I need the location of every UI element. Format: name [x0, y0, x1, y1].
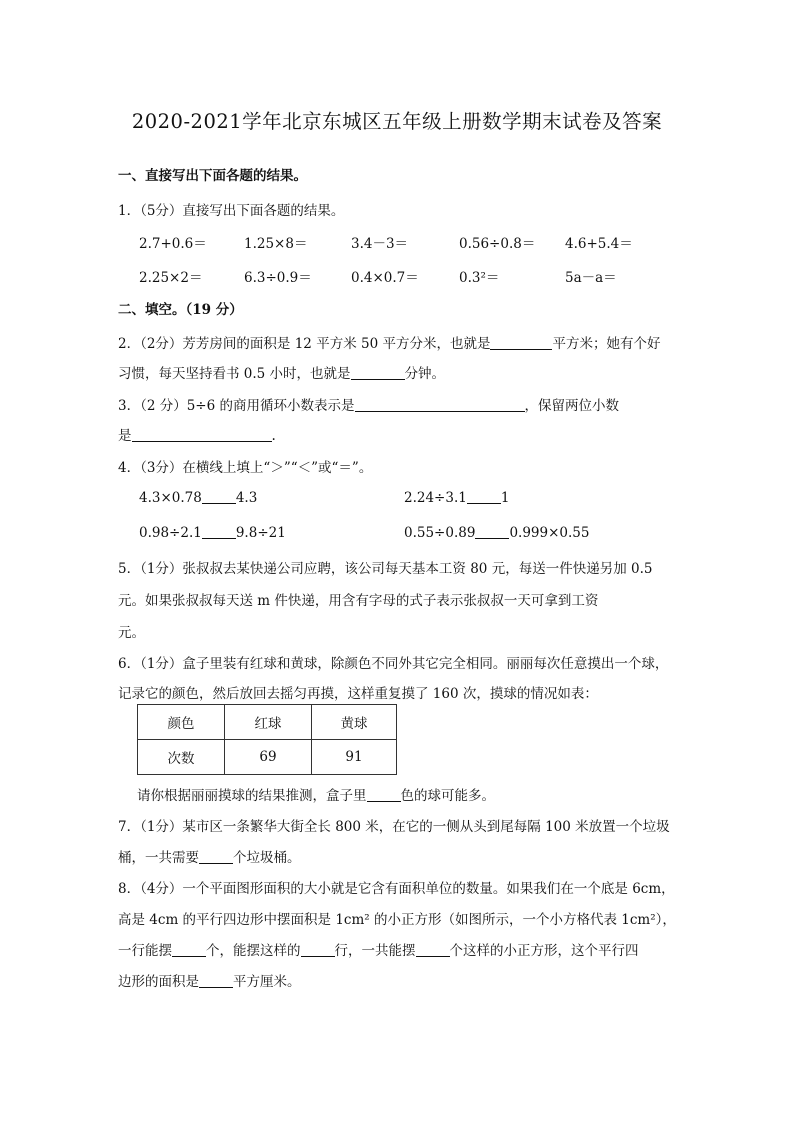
calc-item: 2.25×2＝ [139, 270, 203, 286]
question-2-line-1 [118, 332, 660, 352]
question-6-text: 色的球可能多。 [400, 788, 495, 804]
question-8-line-2: 高是 4cm 的平行四边形中摆面积是 1cm² 的小正方形（如图所示，一个小方格代表 1cm²）， [118, 912, 676, 928]
answer-blank[interactable] [351, 365, 405, 380]
question-8-text: 一行能摆 [118, 943, 172, 959]
calc-item: 0.56÷0.8＝ [459, 236, 536, 252]
question-4-prompt: 4．（3分）在横线上填上“＞”“＜”或“＝”。 [118, 460, 373, 476]
page-title: 2020-2021学年北京东城区五年级上册数学期末试卷及答案 [131, 110, 663, 133]
compare-right: 9.8÷21 [235, 525, 286, 541]
answer-blank[interactable] [132, 427, 272, 442]
question-8-text: 个，能摆这样的 [206, 943, 301, 959]
question-8-text: 平方厘米。 [233, 974, 301, 990]
table-cell: 69 [225, 740, 312, 775]
question-2-text: 平方米；她有个好 [552, 336, 661, 352]
table-header-row [138, 705, 397, 740]
question-1-prompt: 1．（5分）直接写出下面各题的结果。 [118, 203, 345, 219]
section-1-heading: 一、直接写出下面各题的结果。 [118, 168, 307, 184]
question-3-text: 3．（2 分）5÷6 的商用循环小数表示是 [118, 398, 355, 414]
question-5-line-1: 5．（1分）张叔叔去某快递公司应聘，该公司每天基本工资 80 元，每送一件快递另加 0.5 [118, 561, 653, 577]
compare-left: 4.3×0.78 [139, 490, 202, 506]
answer-blank[interactable] [202, 524, 236, 539]
compare-left: 2.24÷3.1 [404, 490, 467, 506]
calc-item: 5a－a＝ [565, 270, 617, 286]
question-7-text: 桶，一共需要 [118, 850, 199, 866]
question-2-text: 2．（2分）芳芳房间的面积是 12 平方米 50 平方分米，也就是 [118, 336, 491, 352]
ball-frequency-table [137, 704, 397, 775]
answer-blank[interactable] [202, 489, 236, 504]
question-6-line-3 [137, 784, 495, 804]
question-3-text: 是 [118, 428, 132, 444]
compare-item [139, 489, 257, 506]
compare-right: 1 [500, 490, 510, 506]
answer-blank[interactable] [172, 942, 206, 957]
question-8-line-4 [118, 970, 301, 990]
calc-item: 0.3²＝ [459, 270, 500, 286]
question-7-line-2 [118, 846, 301, 866]
question-7-text: 个垃圾桶。 [233, 850, 301, 866]
calc-item: 0.4×0.7＝ [351, 270, 419, 286]
answer-blank[interactable] [475, 524, 509, 539]
question-8-text: 行，一共能摆 [334, 943, 416, 959]
question-5-line-2: 元。如果张叔叔每天送 m 件快递，用含有字母的式子表示张叔叔一天可拿到工资 [118, 593, 599, 609]
answer-blank[interactable] [467, 489, 501, 504]
compare-right: 4.3 [235, 490, 258, 506]
answer-blank[interactable] [199, 849, 233, 864]
answer-blank[interactable] [355, 397, 525, 412]
answer-blank[interactable] [490, 335, 552, 350]
compare-right: 0.999×0.55 [509, 525, 590, 541]
table-cell: 91 [312, 740, 397, 775]
calc-item: 3.4－3＝ [351, 236, 409, 252]
question-2-text: 习惯，每天坚持看书 0.5 小时，也就是 [118, 366, 351, 382]
calc-item: 2.7+0.6＝ [139, 236, 207, 252]
question-6-line-2: 记录它的颜色，然后放回去摇匀再摸，这样重复摸了 160 次，摸球的情况如表： [118, 686, 598, 702]
question-6-text: 请你根据丽丽摸球的结果推测，盒子里 [137, 788, 367, 804]
question-2-text: 分钟。 [404, 366, 446, 382]
question-8-text: 边形的面积是 [118, 974, 199, 990]
table-row [138, 740, 397, 775]
table-header-cell: 颜色 [138, 705, 225, 740]
compare-item [139, 524, 286, 541]
question-8-text: 个这样的小正方形，这个平行四 [449, 943, 639, 959]
table-header-cell: 黄球 [312, 705, 397, 740]
question-8-line-1: 8．（4分）一个平面图形面积的大小就是它含有面积单位的数量。如果我们在一个底是 6cm， [118, 881, 675, 897]
question-3-line-1 [118, 394, 619, 414]
section-2-heading: 二、填空。（19 分） [118, 302, 243, 318]
answer-blank[interactable] [301, 942, 335, 957]
calc-item: 1.25×8＝ [244, 236, 308, 252]
question-6-line-1: 6．（1分）盒子里装有红球和黄球，除颜色不同外其它完全相同。丽丽每次任意摸出一个球， [118, 656, 669, 672]
table-cell: 次数 [138, 740, 225, 775]
question-5-line-3: 元。 [118, 625, 145, 641]
question-3-text: ，保留两位小数 [524, 398, 620, 414]
answer-blank[interactable] [367, 787, 401, 802]
calc-item: 6.3÷0.9＝ [244, 270, 312, 286]
question-3-text: . [271, 428, 276, 444]
answer-blank[interactable] [199, 973, 233, 988]
compare-left: 0.98÷2.1 [139, 525, 202, 541]
compare-item [404, 524, 589, 541]
question-8-line-3 [118, 939, 639, 959]
compare-item [404, 489, 509, 506]
calc-item: 4.6+5.4＝ [565, 236, 633, 252]
table-header-cell: 红球 [225, 705, 312, 740]
compare-left: 0.55÷0.89 [404, 525, 476, 541]
question-7-line-1: 7．（1分）某市区一条繁华大街全长 800 米，在它的一侧从头到尾每隔 100 米放置一个垃圾 [118, 819, 670, 835]
question-2-line-2 [118, 362, 445, 382]
question-3-line-2 [118, 424, 276, 444]
answer-blank[interactable] [416, 942, 450, 957]
